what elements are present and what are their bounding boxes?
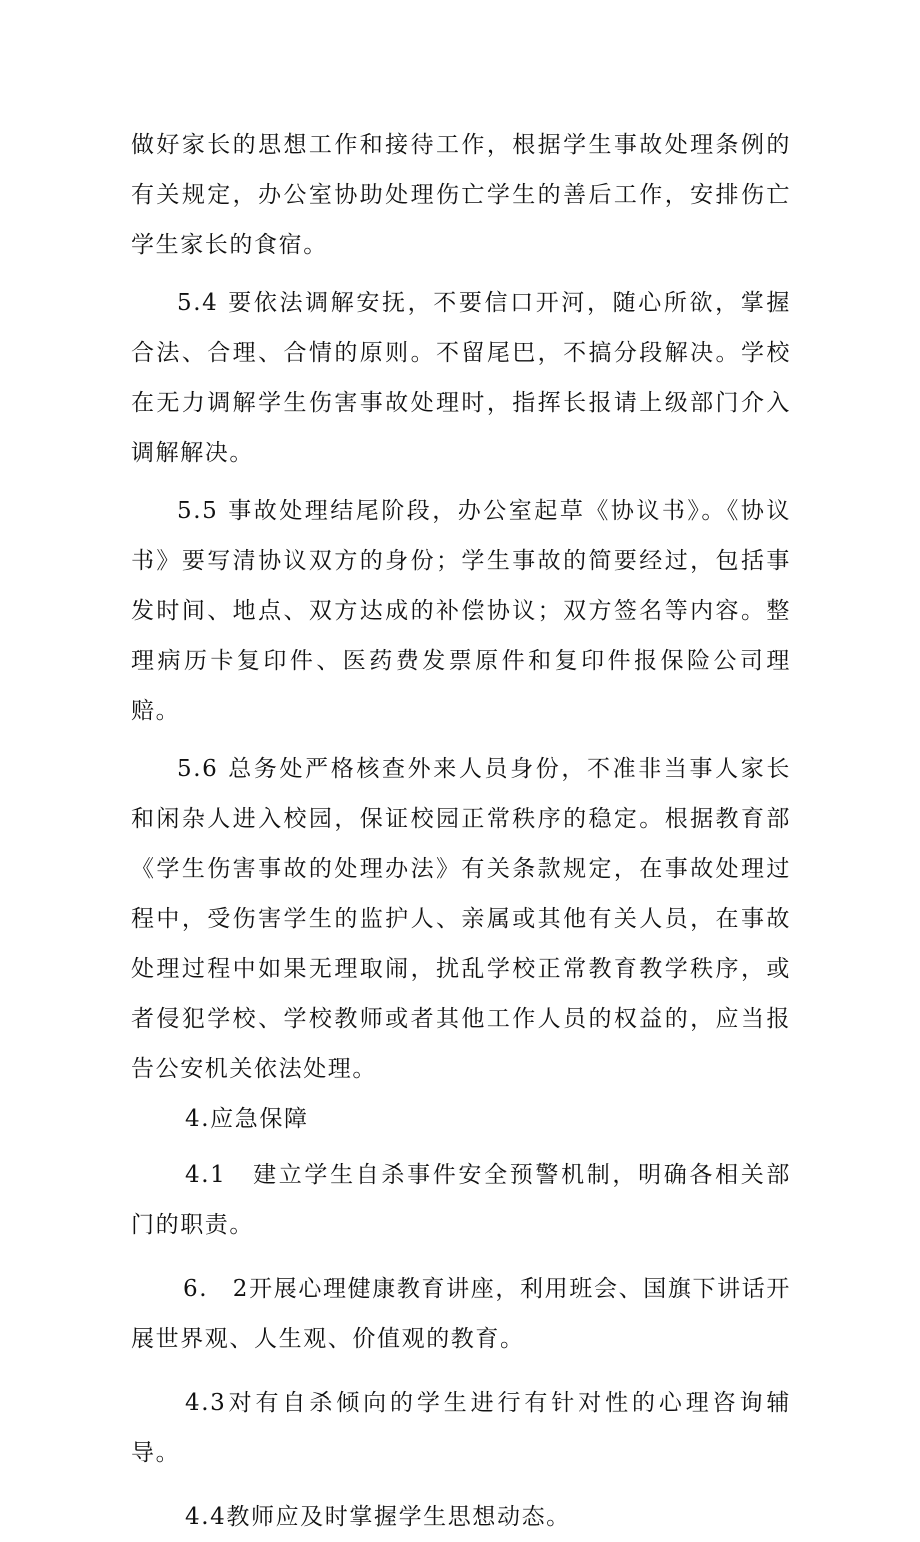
paragraph-5-6: 5.6 总务处严格核查外来人员身份，不准非当事人家长和闲杂人进入校园，保证校园正常秩序的稳定。根据教育部《学生伤害事故的处理办法》有关条款规定，在事故处理过程中，受伤害学生的监护人、亲属或其他有关人员，在事故处理过程中如果无理取闹，扰乱学校正常教育教学秩序，或者侵犯学校、学校教师或者其他工作人员的权益的，应当报告公安机关依法处理。 (131, 756, 791, 1082)
paragraph-5-4: 5.4 要依法调解安抚，不要信口开河，随心所欲，掌握合法、合理、合情的原则。不留尾巴，不搞分段解决。学校在无力调解学生伤害事故处理时，指挥长报请上级部门介入调解解决。 (131, 290, 791, 466)
paragraph-5-5: 5.5 事故处理结尾阶段，办公室起草《协议书》。《协议书》要写清协议双方的身份；学生事故的简要经过，包括事发时间、地点、双方达成的补偿协议；双方签名等内容。整理病历卡复印件、医药费发票原件和复印件报保险公司理赔。 (131, 498, 791, 724)
item-4-3: 4.3对有自杀倾向的学生进行有针对性的心理咨询辅导。 (131, 1390, 791, 1466)
paragraph-parent-work: 做好家长的思想工作和接待工作，根据学生事故处理条例的有关规定，办公室协助处理伤亡学生的善后工作，安排伤亡学生家长的食宿。 (131, 132, 791, 258)
item-4-1: 4.1 建立学生自杀事件安全预警机制，明确各相关部门的职责。 (131, 1162, 791, 1238)
item-4-4: 4.4教师应及时掌握学生思想动态。 (185, 1504, 571, 1530)
item-6-2: 6. 2开展心理健康教育讲座，利用班会、国旗下讲话开展世界观、人生观、价值观的教育。 (131, 1276, 791, 1352)
document-body (131, 120, 791, 1542)
section-heading-emergency: 4.应急保障 (185, 1106, 309, 1132)
